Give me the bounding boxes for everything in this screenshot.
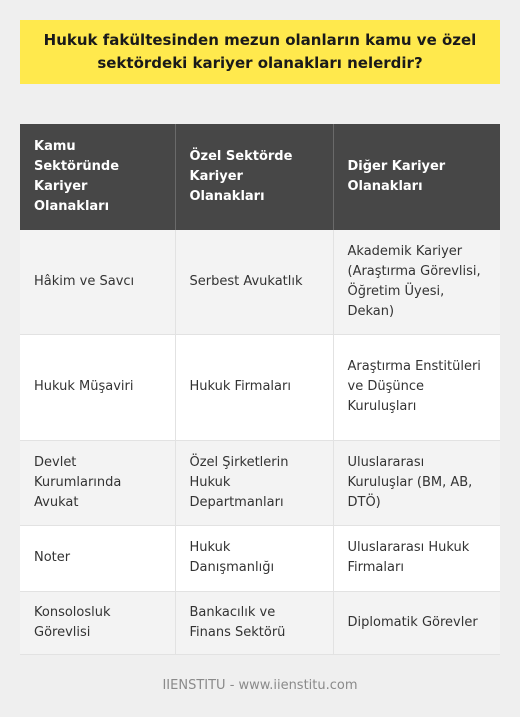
column-header-public-sector: Kamu Sektöründe Kariyer Olanakları	[20, 124, 175, 230]
footer-source: IIENSTITU - www.iienstitu.com	[162, 678, 358, 693]
column-header-private-sector: Özel Sektörde Kariyer Olanakları	[175, 124, 333, 230]
table-cell: Hukuk Müşaviri	[20, 334, 175, 440]
table-row	[20, 230, 500, 334]
column-header-other: Diğer Kariyer Olanakları	[333, 124, 500, 230]
table-row	[20, 591, 500, 654]
table-cell: Hukuk Danışmanlığı	[175, 525, 333, 591]
table-cell: Devlet Kurumlarında Avukat	[20, 440, 175, 525]
table-cell: Akademik Kariyer (Araştırma Görevlisi, Öğretim Üyesi, Dekan)	[333, 230, 500, 334]
table-cell: Noter	[20, 525, 175, 591]
table-cell: Hâkim ve Savcı	[20, 230, 175, 334]
table-row	[20, 334, 500, 440]
table-cell: Özel Şirketlerin Hukuk Departmanları	[175, 440, 333, 525]
table-cell: Araştırma Enstitüleri ve Düşünce Kuruluşları	[333, 334, 500, 440]
table-cell: Uluslararası Hukuk Firmaları	[333, 525, 500, 591]
title-banner	[20, 20, 500, 84]
table-header-row	[20, 124, 500, 230]
table-cell: Diplomatik Görevler	[333, 591, 500, 654]
table-cell: Uluslararası Kuruluşlar (BM, AB, DTÖ)	[333, 440, 500, 525]
page-title: Hukuk fakültesinden mezun olanların kamu ve özel sektördeki kariyer olanakları nelerdir?	[43, 31, 477, 72]
table-row	[20, 525, 500, 591]
table-row	[20, 440, 500, 525]
table-cell: Bankacılık ve Finans Sektörü	[175, 591, 333, 654]
table-cell: Konsolosluk Görevlisi	[20, 591, 175, 654]
table-cell: Serbest Avukatlık	[175, 230, 333, 334]
career-table	[20, 124, 500, 655]
table-cell: Hukuk Firmaları	[175, 334, 333, 440]
